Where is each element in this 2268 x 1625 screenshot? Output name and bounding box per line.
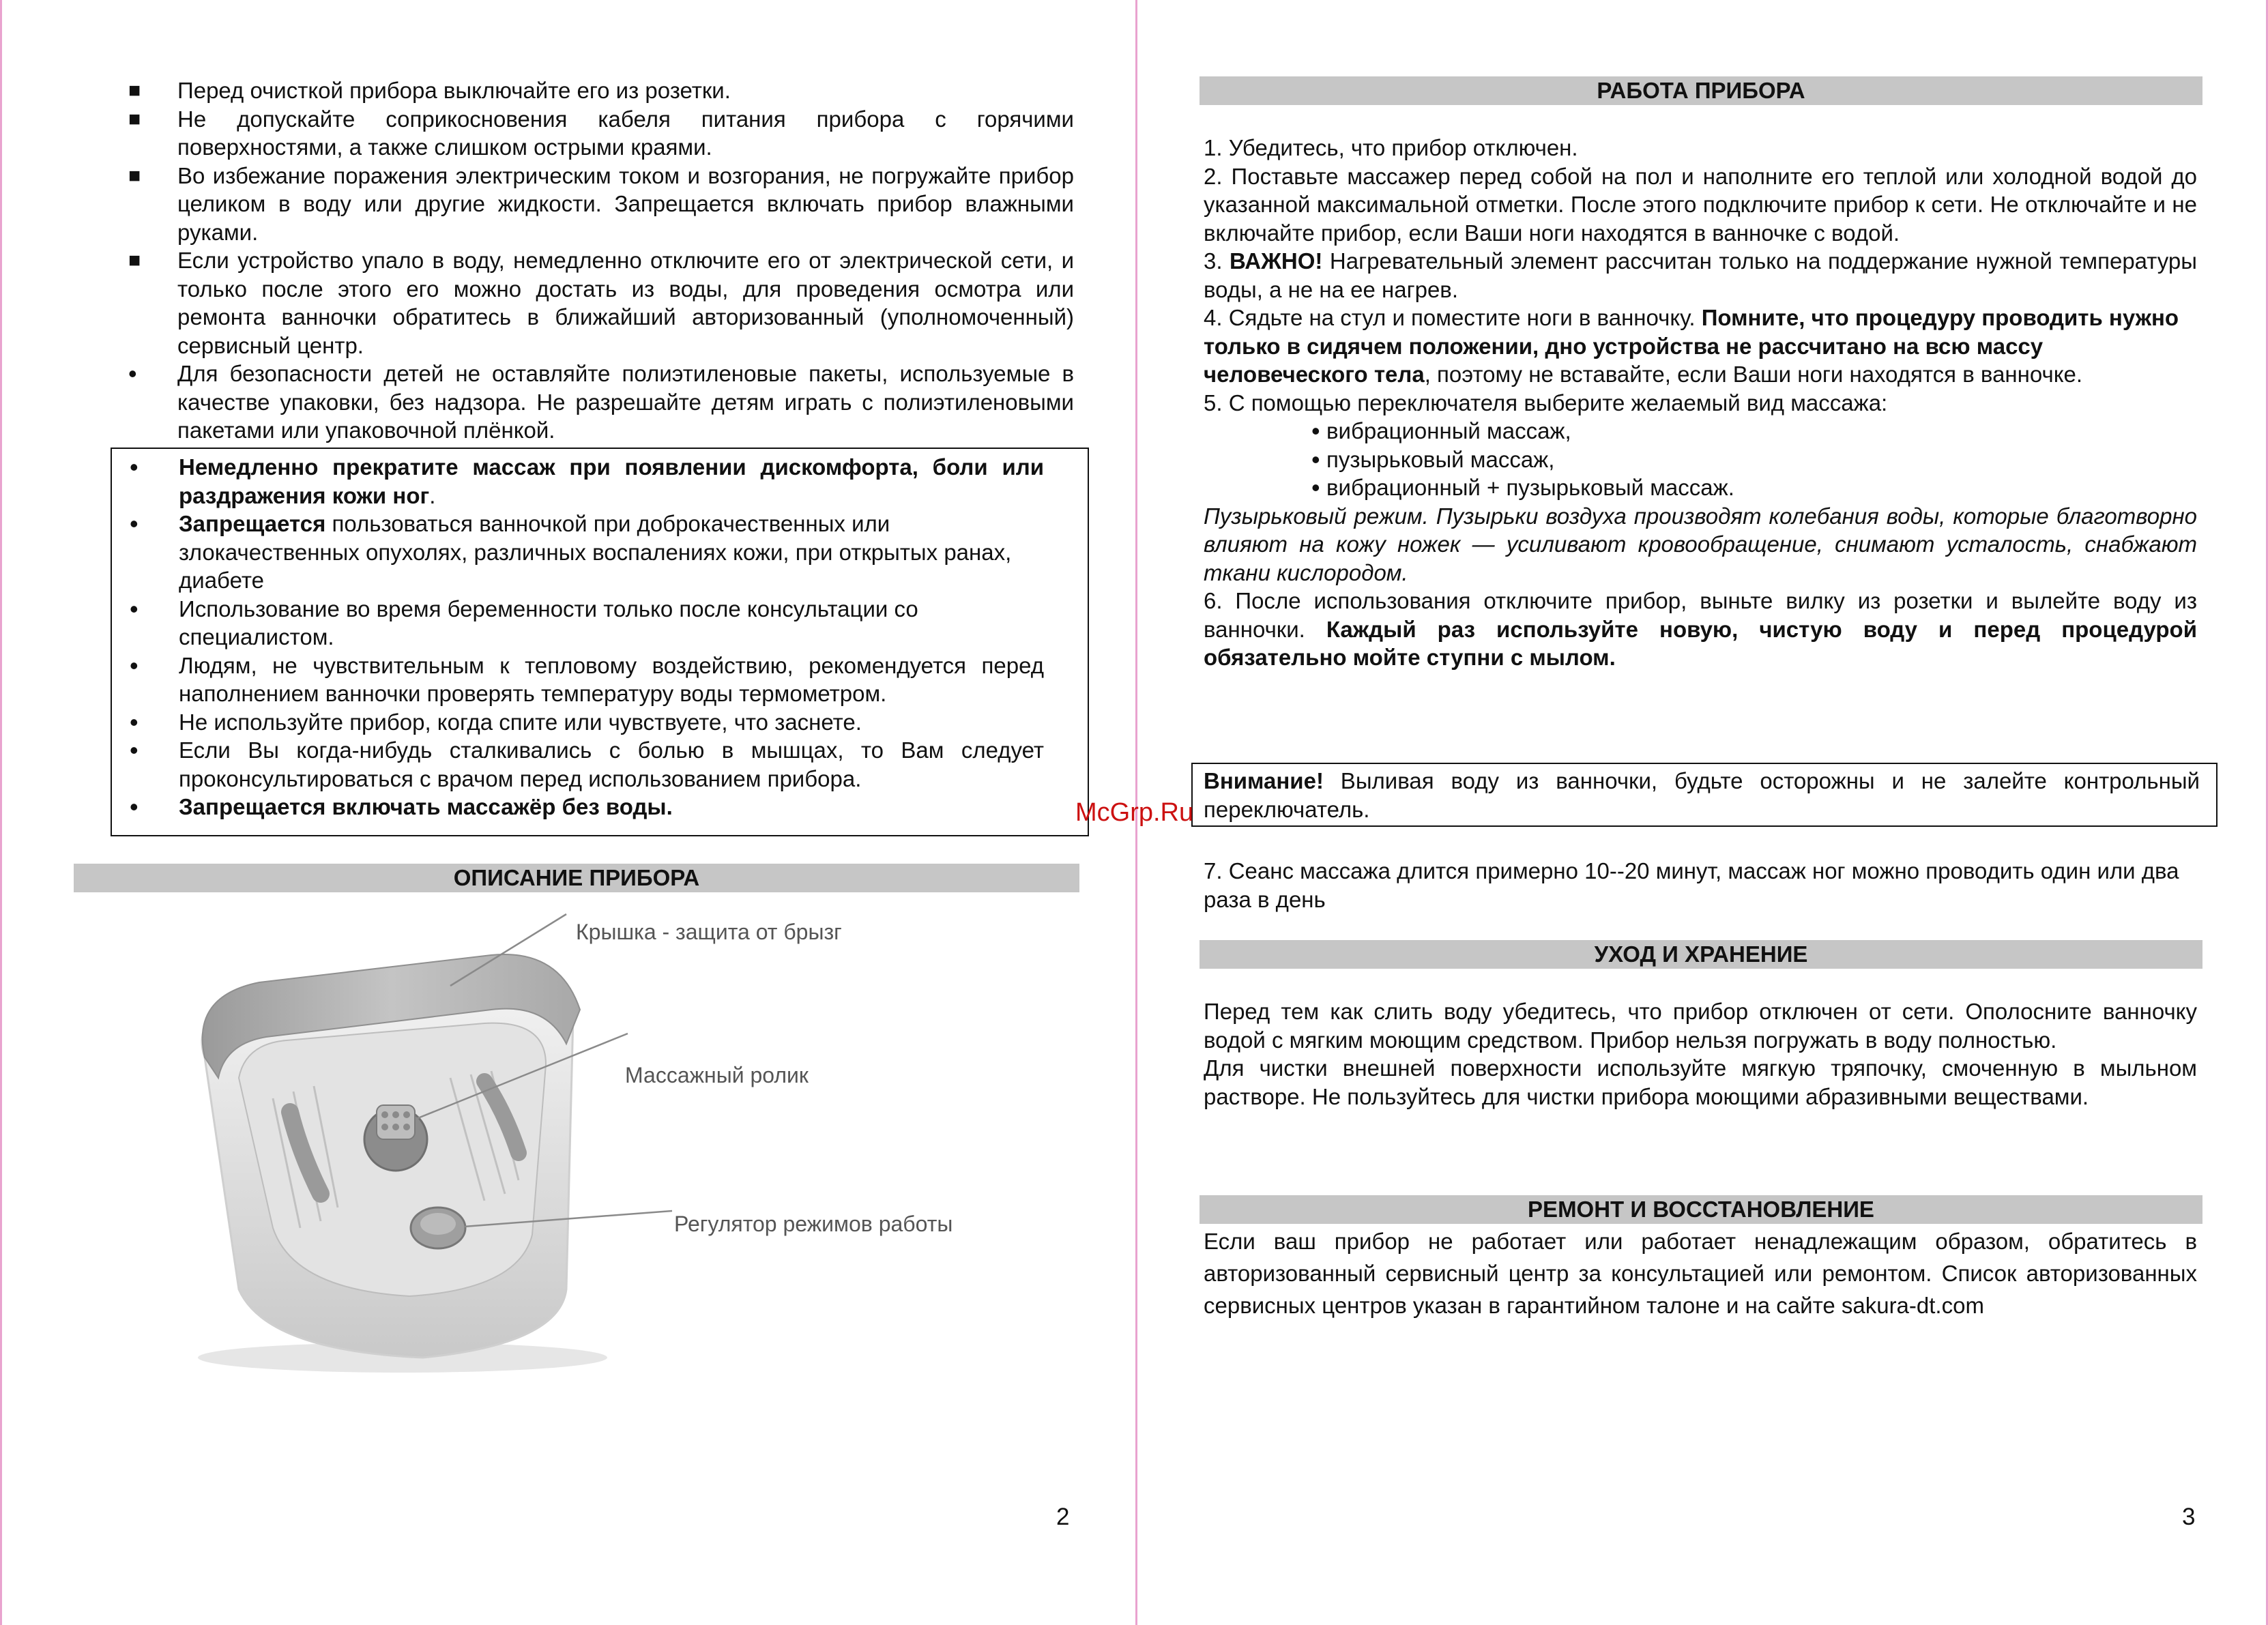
step-1: 1. Убедитесь, что прибор отключен.	[1204, 135, 1578, 160]
dot-bullet-icon: •	[1311, 473, 1320, 501]
dot-bullet-icon: •	[128, 360, 137, 387]
warning-box	[111, 448, 1089, 836]
warning-item: • Использование во время беременности только после консультации со специалистом.	[130, 594, 918, 649]
step-6: 6. После использования отключите прибор, выньте вилку из розетки и вылейте воду из ванночки. Каждый раз используйте новую, чистую воду и перед процедурой обязательно мойте ступни с мылом.	[1204, 588, 2197, 670]
safety-item: ■ Не допускайте соприкосновения кабеля питания прибора с горячими поверхностями, а также слишком острыми краями.	[128, 106, 1074, 160]
operation-steps	[1204, 134, 2197, 672]
page-number-left: 2	[1056, 1504, 1070, 1530]
right-page	[1138, 0, 2268, 1625]
care-section	[1204, 997, 2197, 1111]
warning-item: • Немедленно прекратите массаж при появлении дискомфорта, боли или раздражения кожи ног.	[130, 453, 1044, 508]
warning-item: • Не используйте прибор, когда спите или чувствуете, что заснете.	[130, 707, 862, 736]
safety-item: • Для безопасности детей не оставляйте полиэтиленовые пакеты, используемые в качестве упаковки, без надзора. Не разрешайте детям играть с полиэтиленовыми пакетами или упаковочной плёнкой.	[128, 360, 1074, 443]
mode-item: • вибрационный массаж,	[1311, 417, 1571, 445]
square-bullet-icon: ■	[128, 164, 141, 187]
section-title-description: ОПИСАНИЕ ПРИБОРА	[74, 864, 1079, 892]
section-title-operation: РАБОТА ПРИБОРА	[1200, 76, 2202, 105]
foot-bath-figure	[164, 907, 1023, 1385]
dot-bullet-icon: •	[130, 510, 139, 538]
square-bullet-icon: ■	[128, 79, 141, 102]
step-2: 2. Поставьте массажер перед собой на пол и наполните его теплой или холодной водой до указанной максимальной отметки. После этого подключите прибор к сети. Не отключайте и не включайте прибор, если Ваши ноги находятся в ванночке с водой.	[1204, 163, 2197, 246]
step-5: 5. С помощью переключателя выберите желаемый вид массажа:	[1204, 390, 1888, 415]
step-4: 4. Сядьте на стул и поместите ноги в ванночку. Помните, что процедуру проводить нужно только в сидячем положении, дно устройства не рассчитано на всю массу человеческого тела, поэтому не вставайте, если Ваши ноги находятся в ванночке.	[1204, 305, 2179, 387]
label-roller: Массажный ролик	[625, 1063, 809, 1087]
safety-item: ■ Перед очисткой прибора выключайте его из розетки.	[76, 76, 1074, 105]
step-3: 3. ВАЖНО! Нагревательный элемент рассчитан только на поддержание нужной температуры воды, а не на ее нагрев.	[1204, 248, 2197, 302]
attention-box	[1191, 763, 2218, 827]
warning-item: • Запрещается пользоваться ванночкой при доброкачественных или злокачественных опухолях, различных воспалениях кожи, при открытых ранах, диабете	[130, 510, 1012, 593]
repair-text: Если ваш прибор не работает или работает ненадлежащим образом, обратитесь в авторизованный сервисный центр за консультацией или ремонтом. Список авторизованных сервисных центров указан в гарантийном талоне и на сайте sakura-dt.com	[1204, 1229, 2197, 1318]
bubble-mode-note: Пузырьковый режим. Пузырьки воздуха производят колебания воды, которые благотворно влияют на кожу ножек — усиливают кровообращение, снимают усталость, снабжают ткани кислородом.	[1204, 503, 2197, 585]
safety-item: ■ Во избежание поражения электрическим током и возгорания, не погружайте прибор целиком в воду или другие жидкости. Запрещается включать прибор влажными руками.	[128, 162, 1074, 245]
care-paragraph-2: Для чистки внешней поверхности используйте мягкую тряпочку, смоченную в мыльном растворе. Не пользуйтесь для чистки прибора моющими абразивными веществами.	[1204, 1055, 2197, 1109]
dot-bullet-icon: •	[130, 594, 139, 623]
warning-item: • Запрещается включать массажёр без воды.	[130, 793, 673, 821]
square-bullet-icon: ■	[128, 249, 141, 272]
section-title-care: УХОД И ХРАНЕНИЕ	[1200, 940, 2202, 969]
safety-list-top	[76, 76, 1074, 445]
dot-bullet-icon: •	[130, 651, 139, 679]
mode-item: • пузырьковый массаж,	[1311, 445, 1555, 473]
square-bullet-icon: ■	[128, 107, 141, 130]
dot-bullet-icon: •	[1311, 417, 1320, 445]
page-number-right: 3	[2182, 1504, 2196, 1530]
dot-bullet-icon: •	[130, 453, 139, 481]
label-regulator: Регулятор режимов работы	[674, 1212, 953, 1236]
attention-text: Внимание! Выливая воду из ванночки, будьте осторожны и не залейте контрольный переключатель.	[1204, 768, 2200, 822]
warning-item: • Если Вы когда-нибудь сталкивались с болью в мышцах, то Вам следует проконсультироваться с врачом перед использованием прибора.	[130, 736, 1044, 791]
warning-item: • Людям, не чувствительным к тепловому воздействию, рекомендуется перед наполнением ванночки проверять температуру воды термометром.	[130, 651, 1044, 706]
dot-bullet-icon: •	[130, 707, 139, 736]
label-lid: Крышка - защита от брызг	[576, 920, 842, 944]
dot-bullet-icon: •	[130, 736, 139, 764]
watermark-text: McGrp.Ru	[1075, 798, 1194, 827]
dot-bullet-icon: •	[1311, 445, 1320, 473]
dot-bullet-icon: •	[130, 793, 139, 821]
safety-item: ■ Если устройство упало в воду, немедленно отключите его от электрической сети, и только после этого его можно достать из воды, для проведения осмотра или ремонта ванночки обратитесь в ближайший авторизованный (уполномоченный) сервисный центр.	[128, 248, 1074, 358]
step-7: 7. Сеанс массажа длится примерно 10--20 минут, массаж ног можно проводить один или два раза в день	[1204, 858, 2179, 912]
care-paragraph-1: Перед тем как слить воду убедитесь, что прибор отключен от сети. Ополосните ванночку водой с мягким моющим средством. Прибор нельзя погружать в воду полностью.	[1204, 999, 2197, 1053]
massage-roller-shape	[377, 1105, 415, 1139]
mode-item: • вибрационный + пузырьковый массаж.	[1311, 473, 1734, 501]
section-title-repair: РЕМОНТ И ВОССТАНОВЛЕНИЕ	[1200, 1195, 2202, 1224]
